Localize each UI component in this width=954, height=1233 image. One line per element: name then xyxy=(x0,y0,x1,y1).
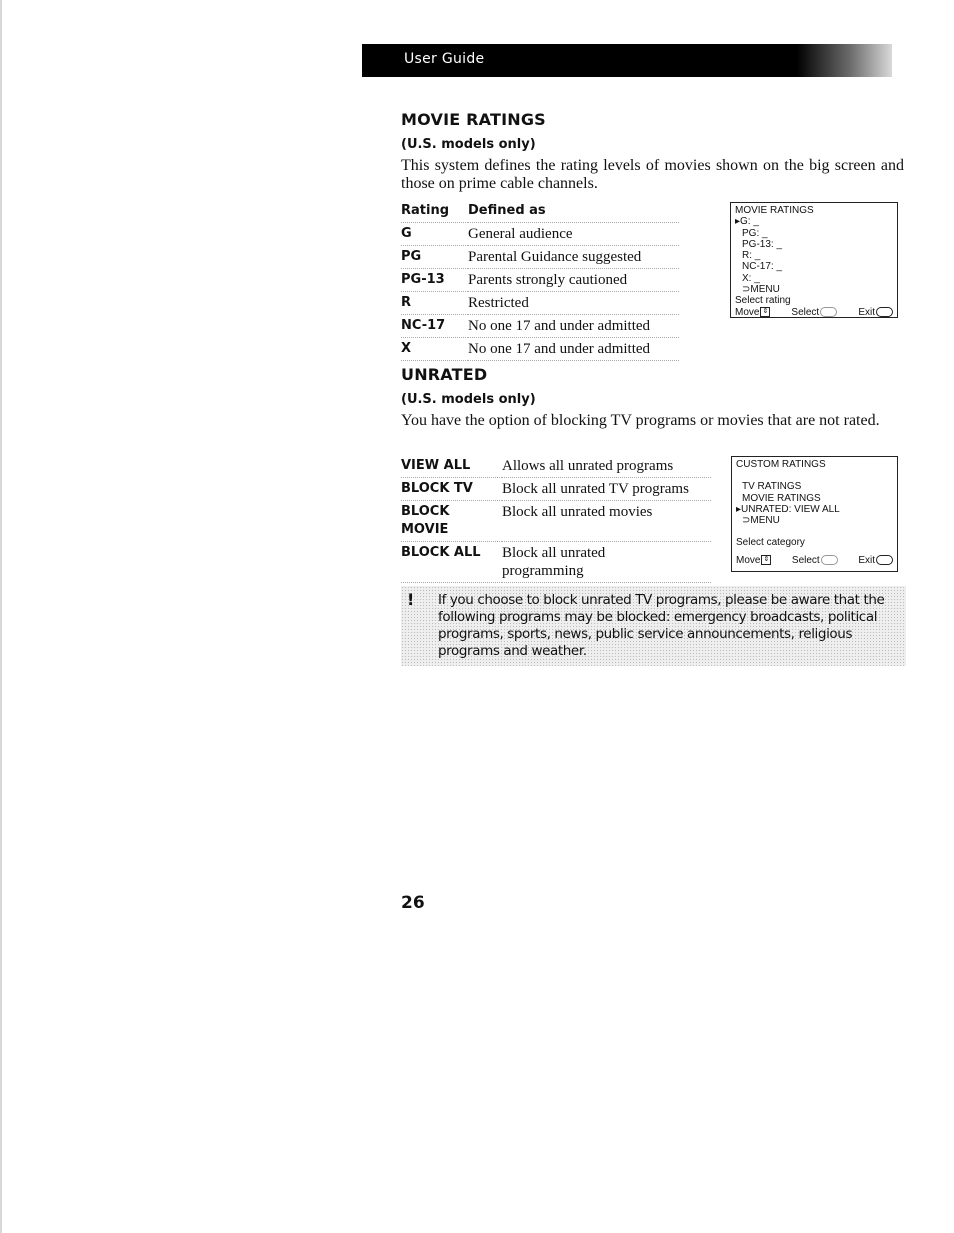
screen-option: PG-13: _ xyxy=(742,238,783,250)
screen-title: MOVIE RATINGS xyxy=(735,205,814,216)
screen-option: MOVIE RATINGS xyxy=(742,492,821,504)
table-row xyxy=(401,223,679,246)
note-box xyxy=(401,586,906,666)
table-row xyxy=(401,501,711,542)
select-key-icon xyxy=(820,307,837,317)
unrated-intro: You have the option of blocking TV programs or movies that are not rated. xyxy=(401,412,880,429)
option-definition: Allows all unrated programs xyxy=(502,455,711,478)
rating-term: PG-13 xyxy=(401,269,468,292)
screen-option: X: _ xyxy=(742,272,760,284)
rating-definition: Parents strongly cautioned xyxy=(468,269,679,292)
table-row xyxy=(401,542,711,583)
option-term: BLOCK TV xyxy=(401,478,502,501)
movie-ratings-subtitle: (U.S. models only) xyxy=(401,137,536,152)
exclamation-icon: ! xyxy=(407,590,415,609)
screen-option: ⊃MENU xyxy=(742,284,780,296)
screen-prompt: Select category xyxy=(736,537,805,549)
rating-term: G xyxy=(401,223,468,246)
screen-title: CUSTOM RATINGS xyxy=(736,459,826,470)
rating-definition: Parental Guidance suggested xyxy=(468,246,679,269)
screen-option: ⊃MENU xyxy=(742,515,780,527)
rating-definition: General audience xyxy=(468,223,679,246)
rating-term: R xyxy=(401,292,468,315)
table-row xyxy=(401,246,679,269)
exit-label: Exit xyxy=(858,554,875,566)
select-label: Select xyxy=(791,554,820,566)
column-header-rating: Rating xyxy=(401,200,468,223)
menu-key-icon xyxy=(876,555,893,565)
option-term: BLOCK ALL xyxy=(401,542,502,583)
screen-option: TV RATINGS xyxy=(742,481,802,493)
movie-ratings-intro: This system defines the rating levels of movies shown on the big screen and those on prime cable channels. xyxy=(401,157,904,192)
up-down-icon: ⇕ xyxy=(762,308,769,316)
unrated-subtitle: (U.S. models only) xyxy=(401,392,536,407)
rating-definition: Restricted xyxy=(468,292,679,315)
movie-ratings-screen xyxy=(730,202,898,318)
unrated-title: UNRATED xyxy=(401,365,488,384)
unrated-table xyxy=(401,455,711,583)
unrated-section xyxy=(401,365,904,430)
rating-term: NC-17 xyxy=(401,315,468,338)
up-down-icon: ⇕ xyxy=(763,556,770,564)
header-bar xyxy=(362,44,892,77)
screen-footer xyxy=(736,555,893,566)
table-row xyxy=(401,338,679,361)
movie-ratings-section xyxy=(401,110,904,193)
option-term: VIEW ALL xyxy=(401,455,502,478)
screen-option: PG: _ xyxy=(742,227,768,239)
table-row xyxy=(401,478,711,501)
select-key-icon xyxy=(821,555,838,565)
table-header-row xyxy=(401,200,679,223)
page-edge xyxy=(0,0,2,1233)
option-term: BLOCK MOVIE xyxy=(401,501,502,542)
rating-term: PG xyxy=(401,246,468,269)
screen-prompt: Select rating xyxy=(735,295,791,307)
screen-option: ▸G: _ xyxy=(735,216,759,228)
table-row xyxy=(401,292,679,315)
screen-option: NC-17: _ xyxy=(742,261,783,273)
rating-definition: No one 17 and under admitted xyxy=(468,315,679,338)
table-row xyxy=(401,455,711,478)
option-definition: Block all unrated programming xyxy=(502,542,711,583)
screen-footer xyxy=(735,307,893,318)
movie-ratings-table xyxy=(401,200,679,361)
table-row xyxy=(401,269,679,292)
page-number: 26 xyxy=(401,893,425,913)
move-label: Move xyxy=(735,306,760,318)
rating-definition: No one 17 and under admitted xyxy=(468,338,679,361)
movie-ratings-title: MOVIE RATINGS xyxy=(401,110,546,129)
exit-label: Exit xyxy=(858,306,875,318)
column-header-defined-as: Defined as xyxy=(468,200,679,223)
screen-option: ▸UNRATED: VIEW ALL xyxy=(736,503,840,515)
option-definition: Block all unrated movies xyxy=(502,501,711,542)
screen-option: R: _ xyxy=(742,250,761,262)
table-row xyxy=(401,315,679,338)
note-text: If you choose to block unrated TV programs, please be aware that the following programs may be blocked: emergency broadcasts, political programs, sports, news, public service announcements, religious programs and weather. xyxy=(438,592,885,659)
header-title: User Guide xyxy=(404,51,485,67)
menu-key-icon xyxy=(876,307,893,317)
custom-ratings-screen xyxy=(731,456,898,572)
rating-term: X xyxy=(401,338,468,361)
move-label: Move xyxy=(736,554,761,566)
select-label: Select xyxy=(791,306,820,318)
option-definition: Block all unrated TV programs xyxy=(502,478,711,501)
